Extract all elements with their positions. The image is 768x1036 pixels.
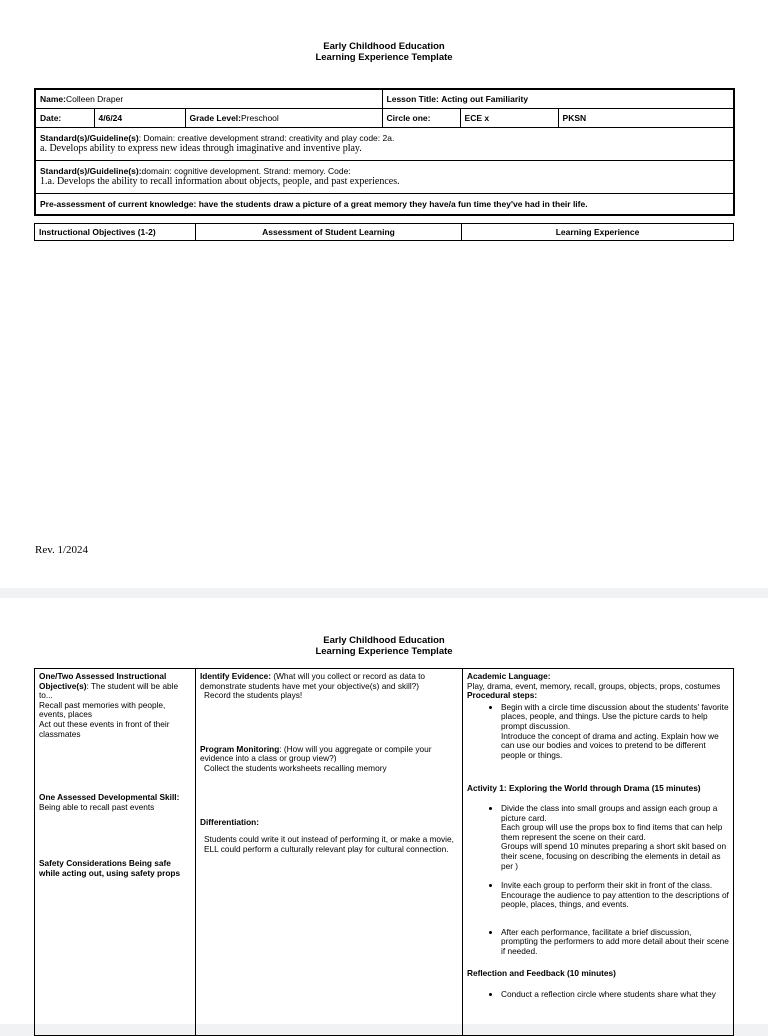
- name-label: Name:: [40, 94, 66, 104]
- objectives-intro: : The student will be able to...: [39, 680, 179, 701]
- standard2-label: Standard(s)/Guideline(s):: [40, 166, 142, 176]
- evidence-value: Record the students plays!: [204, 690, 303, 701]
- grade-level-value: Preschool: [241, 113, 279, 123]
- standard1-value: : Domain: creative development strand: creativity and play code: 2a.: [138, 133, 395, 143]
- standard1-detail: a. Develops ability to express new ideas through imaginative and inventive play.: [40, 143, 362, 154]
- standard2-cell: [35, 161, 734, 194]
- document-title: Early Childhood Education: [323, 41, 445, 52]
- academic-language-heading: Academic Language:: [467, 671, 551, 681]
- date-label: Date:: [35, 109, 94, 128]
- monitoring-prompt: : (How will you aggregate or compile your evidence into a class or group view?): [200, 743, 432, 764]
- grade-level-cell: [185, 109, 382, 128]
- activity-step-text: Invite each group to perform their skit in front of the class. Encourage the audience to pay attention to the descriptions of people, places, things, and events.: [501, 880, 729, 910]
- lesson-title-cell: [382, 89, 734, 109]
- lesson-info-table: [34, 88, 735, 216]
- activity-1-steps: [467, 804, 729, 957]
- standard1-cell: [35, 128, 734, 161]
- assessment-column: [196, 669, 463, 1036]
- objectives-header-table: [34, 223, 734, 241]
- column-header-objectives: Instructional Objectives (1-2): [35, 224, 196, 241]
- document-header: [0, 41, 768, 63]
- objective-2: Act out these events in front of their classmates: [39, 718, 170, 739]
- monitoring-heading: Program Monitoring: [200, 743, 280, 754]
- preassessment-row: [35, 194, 734, 216]
- name-cell: [35, 89, 382, 109]
- activity-step: [501, 881, 729, 910]
- preassessment-cell: Pre-assessment of current knowledge: have the students draw a picture of a great memory they have/a fun time they've had in their life.: [35, 194, 734, 216]
- procedural-steps-list: [467, 703, 729, 761]
- document-subtitle-2: Learning Experience Template: [315, 646, 453, 657]
- date-value: 4/6/24: [94, 109, 185, 128]
- standard2-value: domain: cognitive development. Strand: memory. Code:: [141, 166, 351, 176]
- date-row: [35, 109, 734, 128]
- procedural-step: [501, 703, 729, 761]
- differentiation-value: Students could write it out instead of performing it, or make a movie, ELL could perform a culturally relevant play for cultural connection.: [204, 834, 454, 854]
- dev-skill-value: Being able to recall past events: [39, 801, 155, 812]
- dev-skill-heading: One Assessed Developmental Skill:: [39, 792, 180, 803]
- activity-step: [501, 804, 729, 871]
- standard1-row: [35, 128, 734, 161]
- learning-experience-table: [34, 668, 734, 1036]
- objectives-header-row: [35, 224, 734, 241]
- name-row: [35, 89, 734, 109]
- column-header-assessment: Assessment of Student Learning: [196, 224, 462, 241]
- reflection-steps: [467, 990, 729, 1000]
- activity-step: [501, 928, 729, 957]
- circle-option-pksn: PKSN: [558, 109, 734, 128]
- lesson-title-label: Lesson Title:: [386, 94, 439, 104]
- safety-considerations: Safety Considerations Being safe while acting out, using safety props: [39, 858, 181, 878]
- activity-step-text: • Divide the class into small groups and assign each group a picture card.: [501, 802, 718, 823]
- revision-label: Rev. 1/2024: [35, 544, 89, 556]
- document-title-2: Early Childhood Education: [323, 635, 445, 646]
- procedural-step-text: Begin with a circle time discussion about the students' favorite places, people, and things. Use the picture cards to help prompt discussion.: [501, 701, 729, 731]
- procedural-steps-heading: Procedural steps:: [467, 690, 538, 701]
- grade-level-label: Grade Level:: [189, 113, 241, 123]
- differentiation-heading: Differentiation:: [200, 816, 259, 827]
- lesson-title-value: Acting out Familiarity: [441, 94, 529, 104]
- objective-1: Recall past memories with people, events, places: [39, 699, 166, 720]
- academic-language-value: Play, drama, event, memory, recall, groups, objects, props, costumes: [467, 680, 721, 691]
- activity-1-heading: Activity 1: Exploring the World through Drama (15 minutes): [467, 783, 701, 794]
- circle-option-ece: ECE x: [460, 109, 558, 128]
- monitoring-value: Collect the students worksheets recalling memory: [204, 762, 387, 773]
- document-subtitle: Learning Experience Template: [315, 52, 453, 63]
- objectives-heading: One/Two Assessed Instructional Objective(s): [39, 671, 167, 691]
- name-value: Colleen Draper: [65, 94, 124, 104]
- column-header-learning-experience: Learning Experience: [462, 224, 734, 241]
- objectives-column: [35, 669, 196, 1036]
- circle-one-label: Circle one:: [382, 109, 460, 128]
- evidence-prompt: (What will you collect or record as data to demonstrate students have met your objective(s) and skill?): [200, 671, 426, 691]
- reflection-heading: Reflection and Feedback (10 minutes): [467, 967, 616, 978]
- reflection-step: [501, 990, 729, 1000]
- learning-experience-column: [463, 669, 734, 1036]
- document-header-2: [0, 635, 768, 657]
- standard1-label: Standard(s)/Guideline(s): [40, 133, 139, 143]
- procedural-step-text-2: Introduce the concept of drama and acting. Explain how we can use our bodies and voices to pretend to be different people or things.: [501, 730, 719, 760]
- activity-step-text: After each performance, facilitate a brief discussion, prompting the performers to add more detail about their scene if needed.: [501, 926, 729, 957]
- standard2-detail: 1.a. Develops the ability to recall information about objects, people, and past experiences.: [40, 176, 400, 187]
- activity-step-text-2: Each group will use the props box to find items that can help them represent the scene on their card.: [501, 822, 723, 842]
- standard2-row: [35, 161, 734, 194]
- reflection-step-text: Conduct a reflection circle where students share what they: [501, 989, 716, 1000]
- evidence-heading: Identify Evidence:: [200, 671, 272, 681]
- learning-experience-row: [35, 669, 734, 1036]
- activity-step-text-3: Groups will spend 10 minutes preparing a short skit based on their scene, focusing on describing the elements in detail as per ): [501, 841, 727, 871]
